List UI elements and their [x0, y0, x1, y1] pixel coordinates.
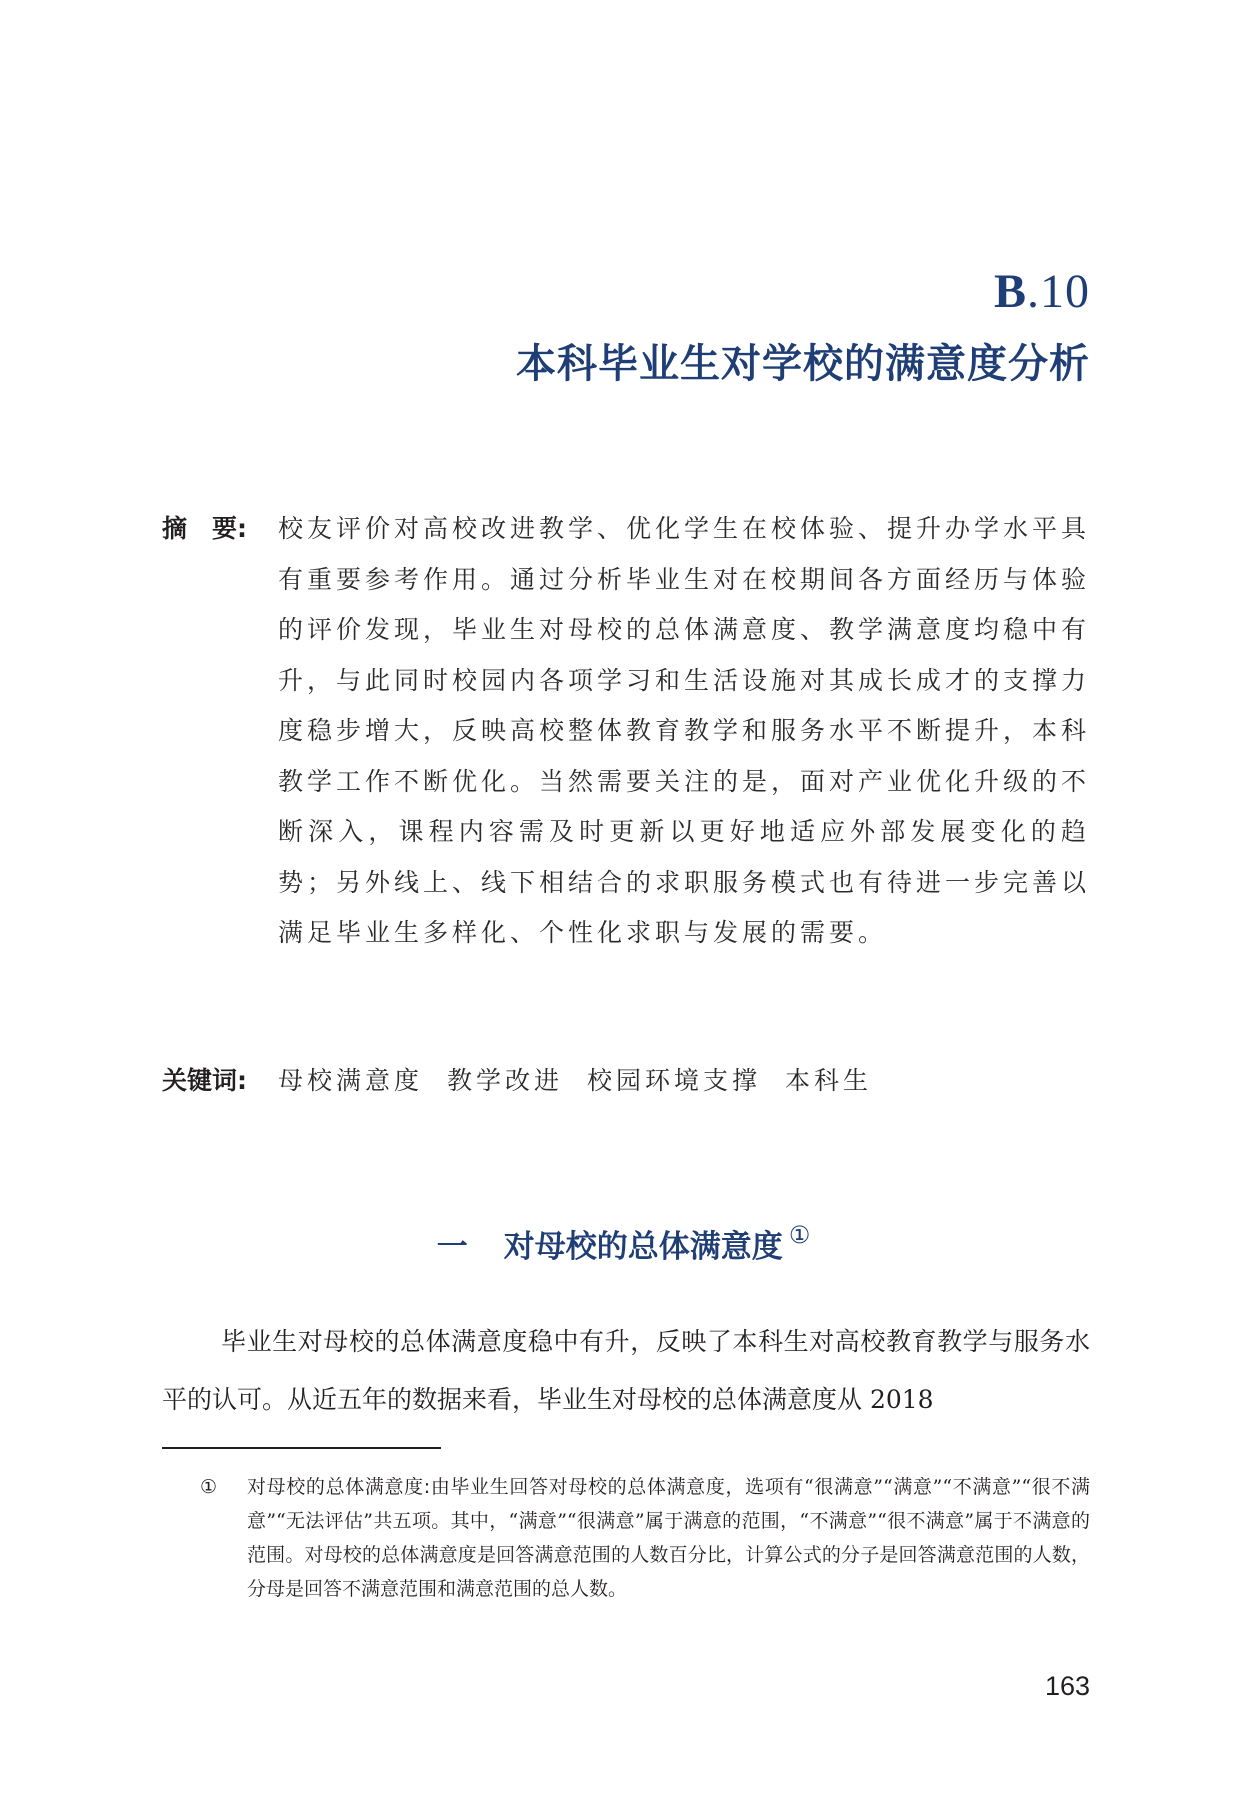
footnote-text: 由毕业生回答对母校的总体满意度，选项有“很满意”“满意”“不满意”“很不满意”“无法评估”共五项。其中，“满意”“很满意”属于满意的范围，“不满意”“很不满意”属于不满意的范围。对母校的总体满意度是回答满意范围的人数百分比，计算公式的分子是回答满意范围的人数，分母是回答不满意范围和满意范围的总人数。 [247, 1476, 1091, 1600]
keyword-item: 教学改进 [447, 1066, 564, 1095]
chapter-number-digits: .10 [1027, 265, 1090, 318]
keywords [162, 1056, 896, 1107]
abstract [162, 504, 1090, 959]
footnote-content [247, 1470, 1090, 1606]
footnote-number: ① [200, 1476, 218, 1498]
footnote-reference[interactable]: ① [788, 1221, 811, 1249]
abstract-label: 摘 要: [162, 514, 247, 543]
keywords-label: 关键词: [162, 1066, 247, 1095]
section-title: 对母校的总体满意度 [503, 1229, 783, 1265]
page-number: 163 [1044, 1671, 1090, 1701]
chapter-prefix: B [993, 265, 1027, 318]
keyword-item: 校园环境支撑 [587, 1066, 762, 1095]
footnote [200, 1470, 1090, 1606]
footnote-term: 对母校的总体满意度: [247, 1476, 431, 1498]
body-paragraph: 毕业生对母校的总体满意度稳中有升，反映了本科生对高校教育教学与服务水平的认可。从近五年的数据来看，毕业生对母校的总体满意度从 2018 [162, 1327, 1090, 1414]
keyword-item: 母校满意度 [278, 1066, 424, 1095]
abstract-text: 校友评价对高校改进教学、优化学生在校体验、提升办学水平具有重要参考作用。通过分析毕业生对在校期间各方面经历与体验的评价发现，毕业生对母校的总体满意度、教学满意度均稳中有升，与此同时校园内各项学习和生活设施对其成长成才的支撑力度稳步增大，反映高校整体教育教学和服务水平不断提升，本科教学工作不断优化。当然需要关注的是，面对产业优化升级的不断深入，课程内容需及时更新以更好地适应外部发展变化的趋势；另外线上、线下相结合的求职服务模式也有待进一步完善以满足毕业生多样化、个性化求职与发展的需要。 [278, 514, 1091, 947]
section-heading [0, 1210, 1247, 1272]
chapter-number [993, 265, 1090, 318]
chapter-title: 本科毕业生对学校的满意度分析 [516, 341, 1090, 387]
section-number: 一 [436, 1229, 468, 1265]
keyword-item: 本科生 [785, 1066, 873, 1095]
footnote-divider [162, 1447, 441, 1449]
